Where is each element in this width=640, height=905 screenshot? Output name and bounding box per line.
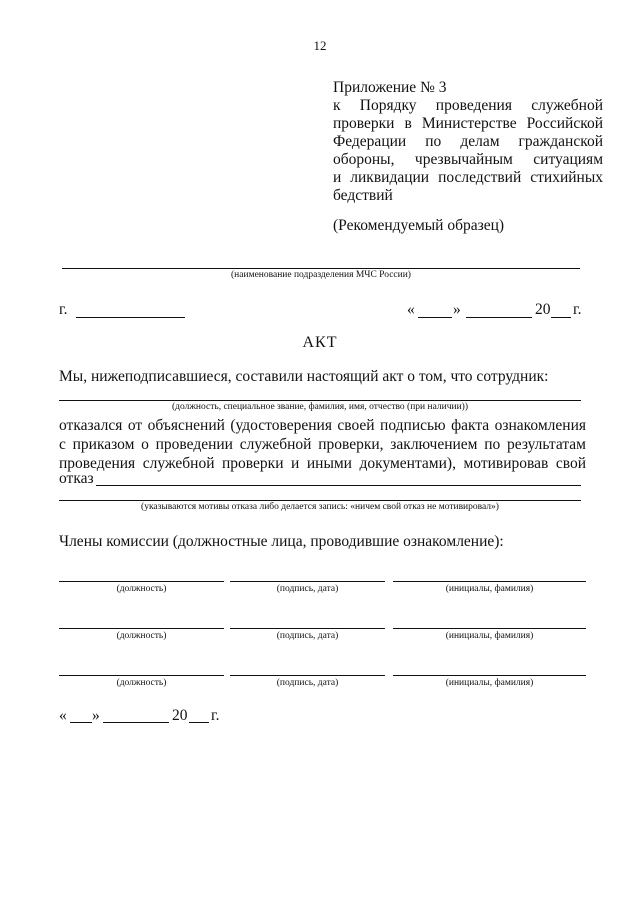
date-close-quote: » — [453, 301, 461, 318]
month-field[interactable] — [466, 317, 532, 318]
signature-field[interactable] — [230, 628, 385, 629]
appendix-line: Федерации по делам гражданской — [333, 133, 603, 150]
refusal-line: с приказом о проведении служебной проверки, заключением по результатам — [59, 436, 586, 453]
appendix-line: проверки в Министерстве Российской — [333, 115, 603, 132]
act-intro: Мы, нижеподписавшиеся, составили настоящий акт о том, что сотрудник: — [59, 368, 549, 385]
appendix-line: к Порядку проведения служебной — [333, 97, 603, 114]
footer-day-field[interactable] — [70, 722, 92, 723]
footer-date-open-quote: « — [59, 707, 67, 724]
position-caption: (должность) — [116, 584, 167, 594]
act-title: АКТ — [302, 334, 338, 351]
employee-field[interactable] — [59, 400, 581, 401]
appendix-title: Приложение № 3 — [333, 79, 447, 96]
signature-caption: (подпись, дата) — [276, 678, 339, 688]
year-prefix: 20 — [535, 301, 551, 318]
motive-field-2[interactable] — [59, 500, 581, 501]
footer-month-field[interactable] — [103, 722, 169, 723]
name-field[interactable] — [393, 628, 586, 629]
footer-year-field[interactable] — [189, 722, 209, 723]
position-caption: (должность) — [116, 631, 167, 641]
position-field[interactable] — [59, 675, 224, 676]
employee-caption: (должность, специальное звание, фамилия, имя, отчество (при наличии)) — [172, 402, 468, 412]
appendix-line: и ликвидации последствий стихийных — [333, 169, 603, 186]
position-field[interactable] — [59, 628, 224, 629]
footer-year-prefix: 20 — [172, 707, 188, 724]
name-caption: (инициалы, фамилия) — [445, 584, 534, 594]
motive-caption: (указываются мотивы отказа либо делается запись: «ничем свой отказ не мотивировал») — [141, 502, 499, 512]
signature-field[interactable] — [230, 675, 385, 676]
signature-caption: (подпись, дата) — [276, 584, 339, 594]
footer-date-close-quote: » — [92, 707, 100, 724]
appendix-reference — [333, 97, 603, 205]
motive-field-1[interactable] — [96, 485, 581, 486]
page-number: 12 — [313, 38, 327, 53]
org-name-caption: (наименование подразделения МЧС России) — [231, 270, 411, 280]
name-field[interactable] — [393, 675, 586, 676]
appendix-line: бедствий — [333, 187, 393, 204]
footer-year-suffix: г. — [211, 707, 220, 724]
refusal-paragraph — [59, 416, 586, 473]
appendix-line: обороны, чрезвычайным ситуациям — [333, 151, 603, 168]
year-suffix: г. — [573, 301, 582, 318]
day-field[interactable] — [418, 317, 452, 318]
commission-heading: Члены комиссии (должностные лица, проводившие ознакомление): — [59, 533, 504, 550]
date-open-quote: « — [407, 301, 415, 318]
sample-note: (Рекомендуемый образец) — [333, 217, 505, 234]
name-caption: (инициалы, фамилия) — [445, 678, 534, 688]
org-name-field[interactable] — [62, 268, 580, 269]
refusal-last-word: отказ — [59, 470, 94, 487]
refusal-line: отказался от объяснений (удостоверения своей подписью факта ознакомления — [59, 417, 586, 434]
signature-field[interactable] — [230, 581, 385, 582]
city-prefix: г. — [59, 301, 68, 318]
year-field[interactable] — [551, 317, 571, 318]
name-caption: (инициалы, фамилия) — [445, 631, 534, 641]
refusal-line: проведения служебной проверки и иными документами), мотивировав свой — [59, 455, 586, 472]
city-field[interactable] — [76, 317, 185, 318]
position-caption: (должность) — [116, 678, 167, 688]
position-field[interactable] — [59, 581, 224, 582]
name-field[interactable] — [393, 581, 586, 582]
signature-caption: (подпись, дата) — [276, 631, 339, 641]
